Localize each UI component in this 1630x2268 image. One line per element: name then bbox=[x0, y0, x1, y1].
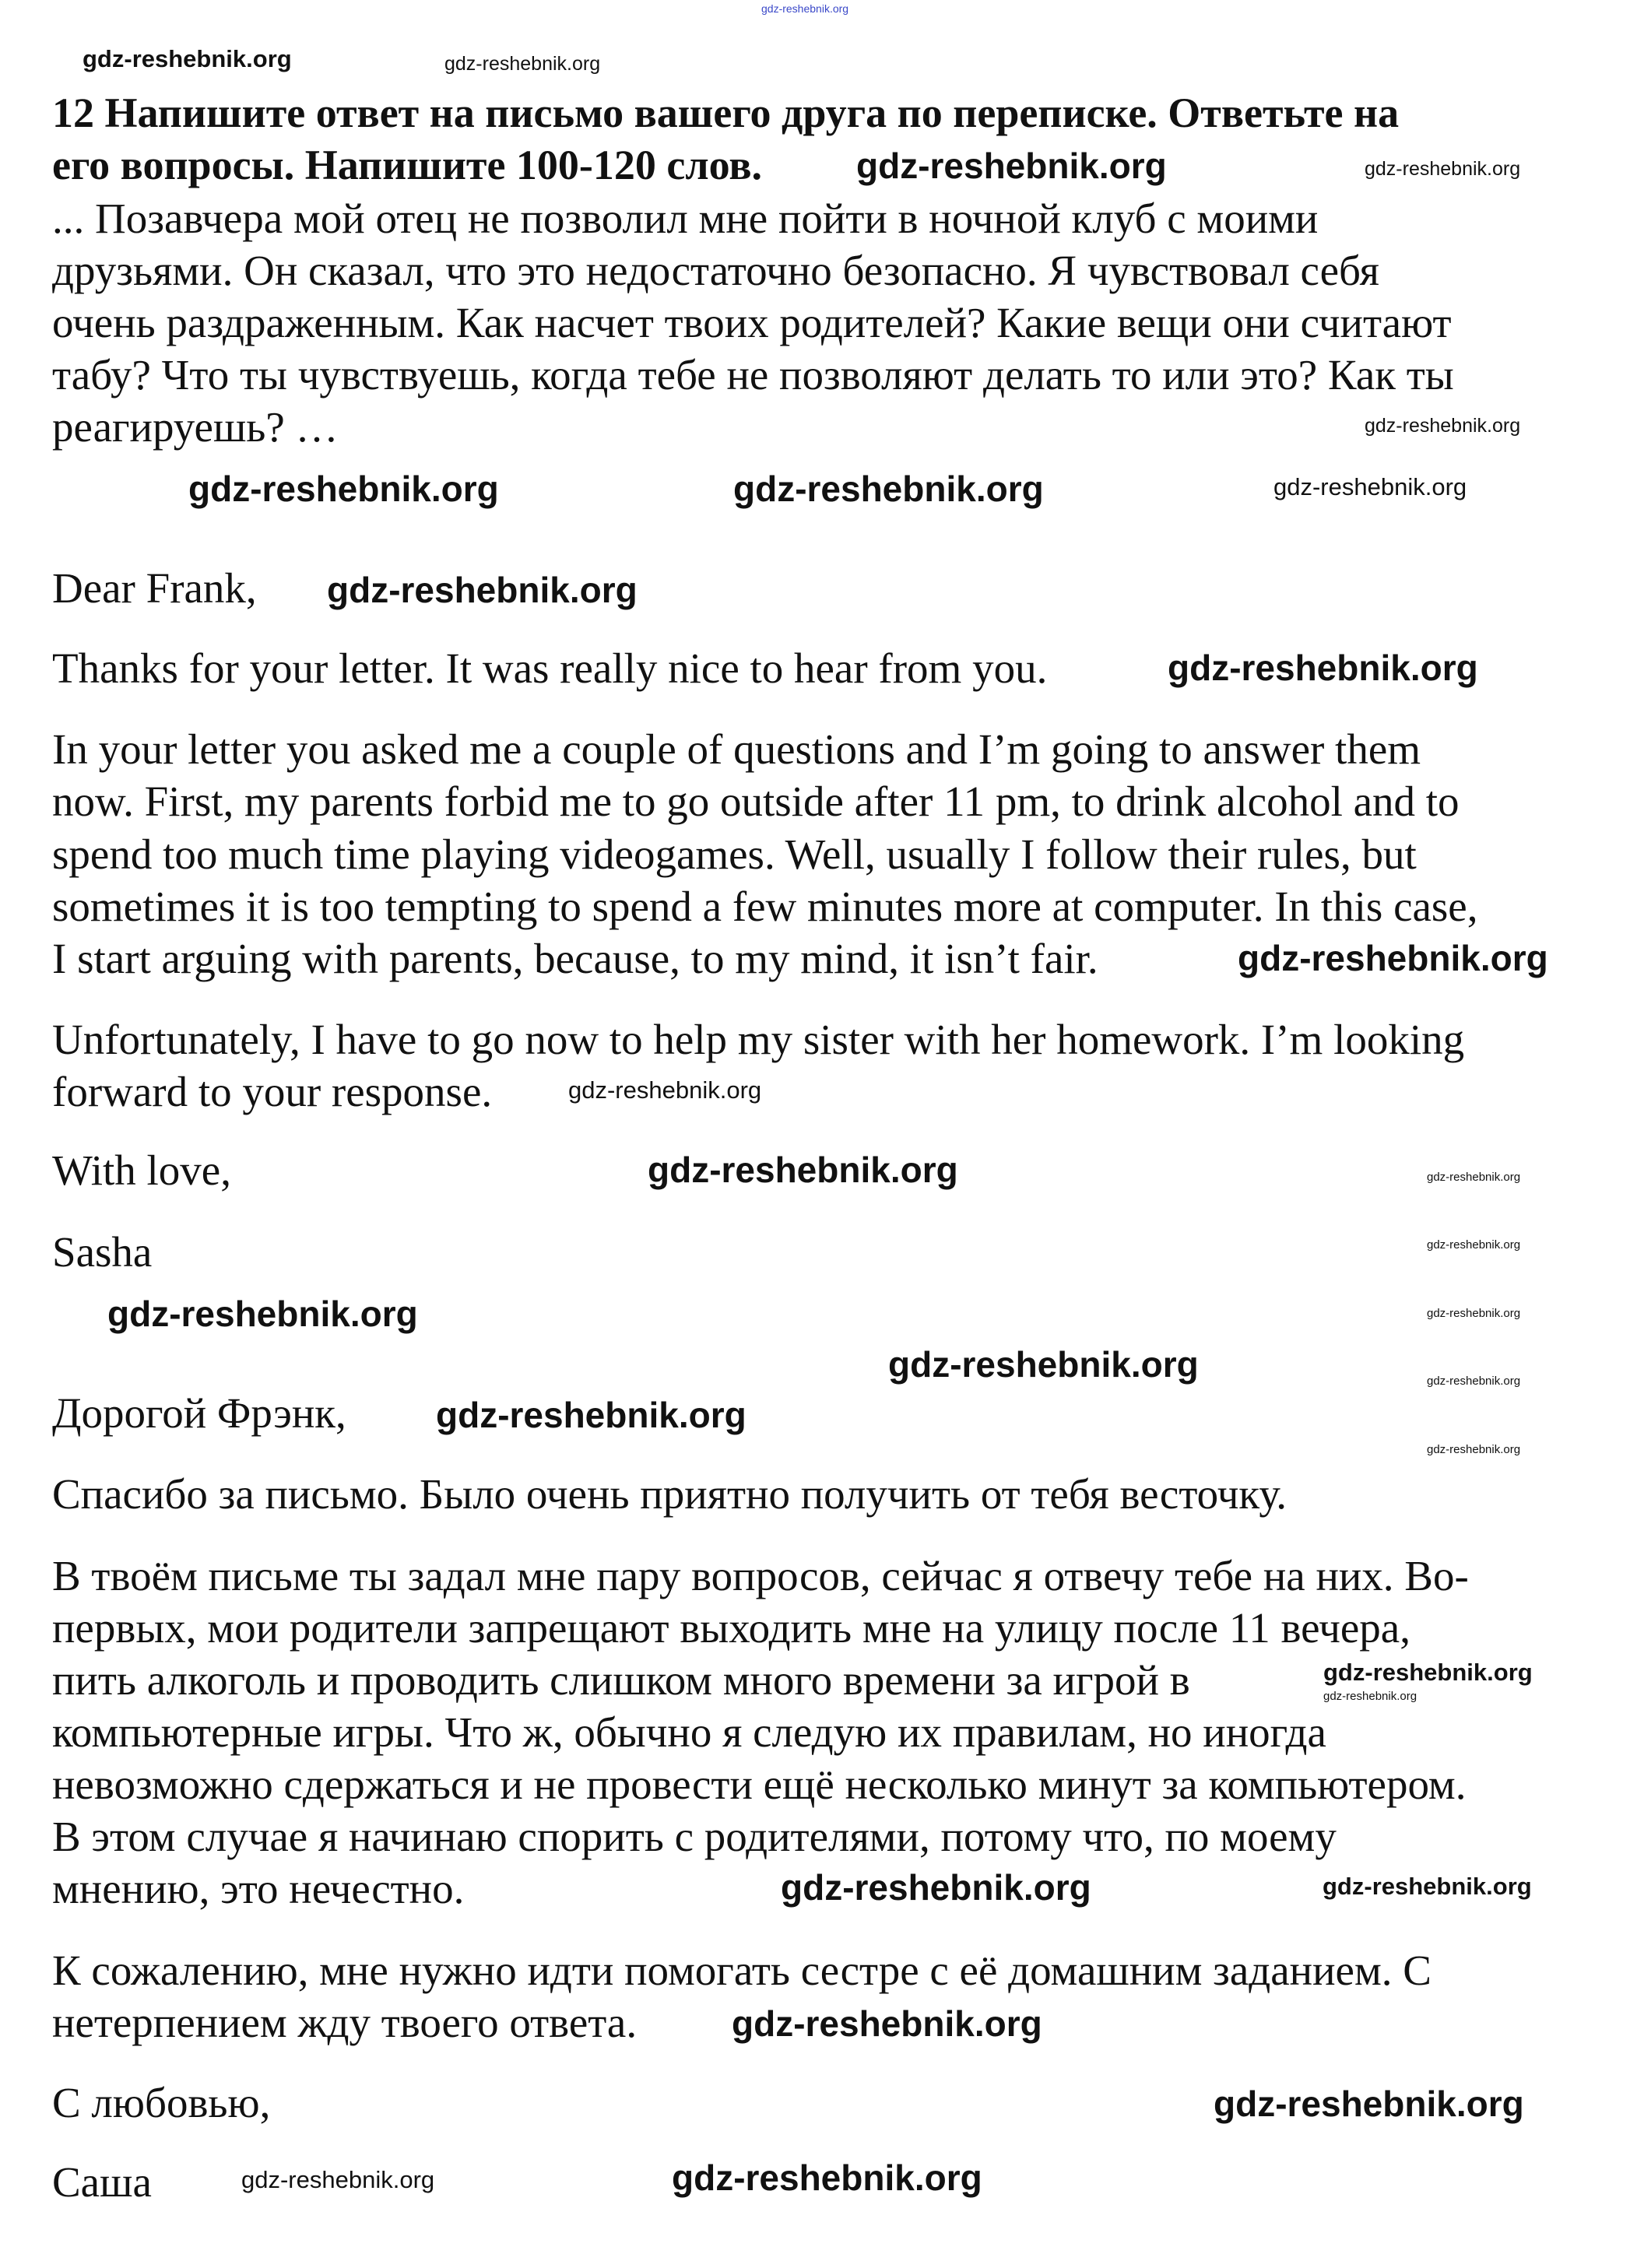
watermark: gdz-reshebnik.org bbox=[188, 469, 499, 509]
letter-en-line: spend too much time playing videogames. Well, usually I follow their rules, but bbox=[52, 830, 1417, 878]
watermark: gdz-reshebnik.org bbox=[444, 53, 601, 75]
prompt-line: очень раздраженным. Как насчет твоих родителей? Какие вещи они считают bbox=[52, 299, 1452, 346]
letter-en-line: In your letter you asked me a couple of questions and I’m going to answer them bbox=[52, 725, 1421, 773]
watermark: gdz-reshebnik.org bbox=[1168, 648, 1478, 688]
watermark: gdz-reshebnik.org bbox=[761, 2, 849, 15]
task-title-line: 12 Напишите ответ на письмо вашего друга по переписке. Ответьте на bbox=[52, 90, 1400, 136]
letter-en-greeting: Dear Frank, bbox=[52, 564, 257, 612]
watermark: gdz-reshebnik.org bbox=[888, 1344, 1199, 1385]
watermark: gdz-reshebnik.org bbox=[1427, 1374, 1521, 1388]
watermark: gdz-reshebnik.org bbox=[436, 1395, 746, 1435]
letter-ru-line: пить алкоголь и проводить слишком много времени за игрой в bbox=[52, 1656, 1190, 1704]
letter-ru-signature: Саша bbox=[52, 2158, 152, 2206]
letter-ru-line: первых, мои родители запрещают выходить мне на улицу после 11 вечера, bbox=[52, 1604, 1410, 1652]
watermark: gdz-reshebnik.org bbox=[107, 1294, 418, 1334]
letter-en-line: now. First, my parents forbid me to go outside after 11 pm, to drink alcohol and to bbox=[52, 778, 1460, 825]
letter-ru-line: невозможно сдержаться и не провести ещё несколько минут за компьютером. bbox=[52, 1761, 1467, 1808]
watermark: gdz-reshebnik.org bbox=[1365, 158, 1521, 180]
watermark: gdz-reshebnik.org bbox=[1427, 1443, 1521, 1456]
watermark: gdz-reshebnik.org bbox=[1323, 1690, 1417, 1703]
letter-en-line: Thanks for your letter. It was really nice to hear from you. bbox=[52, 644, 1048, 692]
letter-en-closing: With love, bbox=[52, 1146, 231, 1194]
letter-ru-greeting: Дорогой Фрэнк, bbox=[52, 1389, 346, 1437]
letter-ru-line: В твоём письме ты задал мне пару вопросов, сейчас я отвечу тебе на них. Во- bbox=[52, 1552, 1469, 1599]
task-title-line: его вопросы. Напишите 100-120 слов. bbox=[52, 142, 762, 188]
watermark: gdz-reshebnik.org bbox=[241, 2166, 435, 2193]
watermark: gdz-reshebnik.org bbox=[733, 469, 1044, 509]
letter-ru-line: компьютерные игры. Что ж, обычно я следую их правилам, но иногда bbox=[52, 1708, 1326, 1756]
watermark: gdz-reshebnik.org bbox=[1365, 415, 1521, 437]
watermark: gdz-reshebnik.org bbox=[1427, 1238, 1521, 1252]
watermark: gdz-reshebnik.org bbox=[648, 1150, 958, 1190]
letter-en-line: Unfortunately, I have to go now to help my sister with her homework. I’m looking bbox=[52, 1016, 1465, 1063]
prompt-line: друзьями. Он сказал, что это недостаточно безопасно. Я чувствовал себя bbox=[52, 247, 1379, 294]
watermark: gdz-reshebnik.org bbox=[83, 45, 292, 72]
letter-ru-line: В этом случае я начинаю спорить с родителями, потому что, по моему bbox=[52, 1813, 1337, 1860]
watermark: gdz-reshebnik.org bbox=[672, 2157, 982, 2198]
letter-ru-line: Спасибо за письмо. Было очень приятно получить от тебя весточку. bbox=[52, 1470, 1287, 1518]
watermark: gdz-reshebnik.org bbox=[327, 570, 638, 610]
watermark: gdz-reshebnik.org bbox=[1323, 1873, 1532, 1900]
letter-en-line: forward to your response. bbox=[52, 1068, 493, 1115]
watermark: gdz-reshebnik.org bbox=[1323, 1659, 1533, 1686]
watermark: gdz-reshebnik.org bbox=[1273, 473, 1467, 500]
letter-en-line: sometimes it is too tempting to spend a few minutes more at computer. In this case, bbox=[52, 883, 1478, 930]
letter-ru-closing: С любовью, bbox=[52, 2079, 271, 2126]
prompt-line: реагируешь? … bbox=[52, 403, 339, 451]
prompt-line: ... Позавчера мой отец не позволил мне пойти в ночной клуб с моими bbox=[52, 195, 1319, 242]
letter-en-line: I start arguing with parents, because, to my mind, it isn’t fair. bbox=[52, 935, 1098, 982]
watermark: gdz-reshebnik.org bbox=[568, 1076, 762, 1104]
letter-ru-line: мнению, это нечестно. bbox=[52, 1865, 465, 1912]
watermark: gdz-reshebnik.org bbox=[1427, 1171, 1521, 1184]
letter-en-signature: Sasha bbox=[52, 1228, 153, 1276]
watermark: gdz-reshebnik.org bbox=[732, 2003, 1042, 2044]
letter-ru-line: К сожалению, мне нужно идти помогать сестре с её домашним заданием. С bbox=[52, 1947, 1432, 1994]
prompt-line: табу? Что ты чувствуешь, когда тебе не позволяют делать то или это? Как ты bbox=[52, 351, 1454, 398]
letter-ru-line: нетерпением жду твоего ответа. bbox=[52, 1999, 638, 2046]
watermark: gdz-reshebnik.org bbox=[856, 146, 1167, 186]
watermark: gdz-reshebnik.org bbox=[1427, 1307, 1521, 1320]
watermark: gdz-reshebnik.org bbox=[1214, 2084, 1524, 2124]
watermark: gdz-reshebnik.org bbox=[1238, 938, 1548, 978]
watermark: gdz-reshebnik.org bbox=[781, 1867, 1091, 1908]
